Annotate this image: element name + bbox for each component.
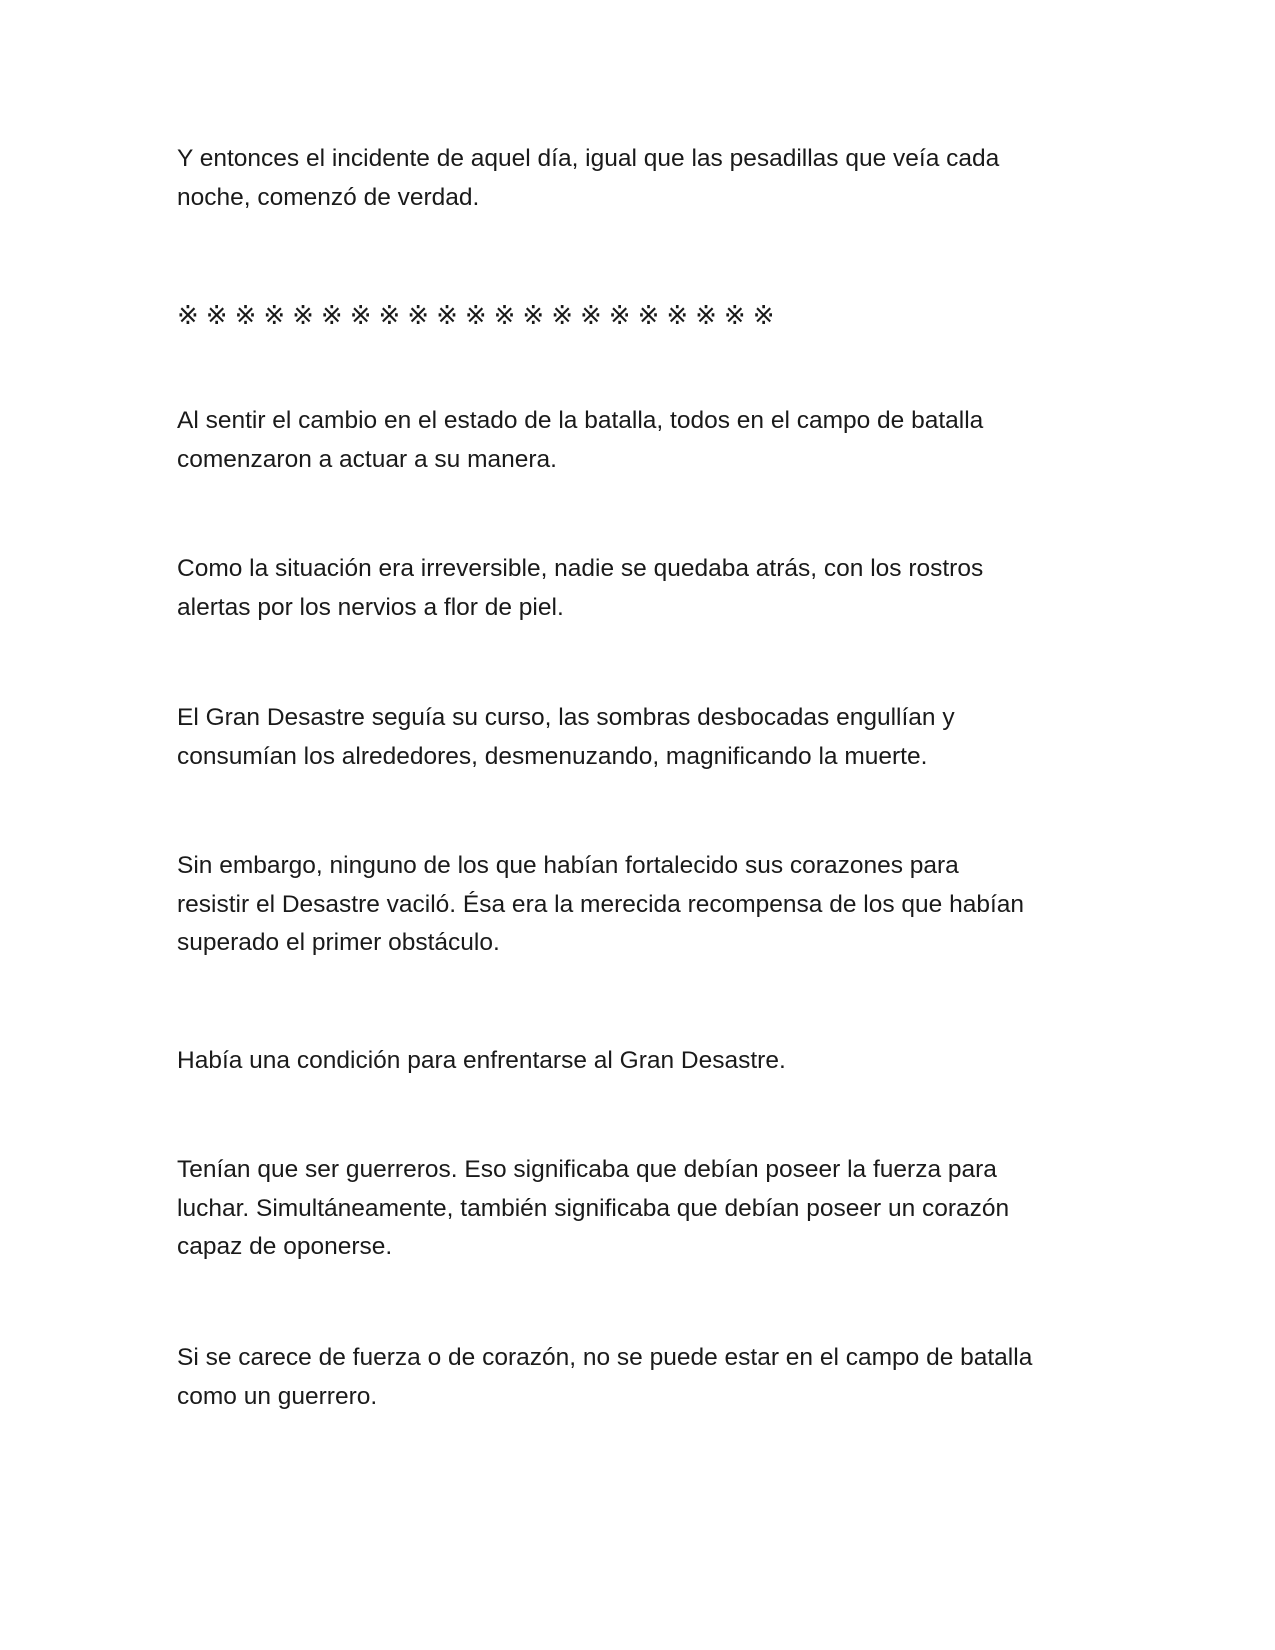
paragraph-4 xyxy=(177,699,1107,776)
paragraph-line: noche, comenzó de verdad. xyxy=(177,183,480,211)
paragraph-8 xyxy=(177,1339,1107,1416)
paragraph-line: Y entonces el incidente de aquel día, igual que las pesadillas que veía cada xyxy=(177,145,1000,172)
paragraph-7 xyxy=(177,1151,1107,1267)
paragraph-6 xyxy=(177,1042,1107,1081)
paragraph-line: resistir el Desastre vaciló. Ésa era la merecida recompensa de los que habían xyxy=(177,890,1025,918)
paragraph-1 xyxy=(177,140,1107,217)
paragraph-line: como un guerrero. xyxy=(177,1382,378,1410)
paragraph-line: Había una condición para enfrentarse al Gran Desastre. xyxy=(177,1047,786,1074)
paragraph-line: superado el primer obstáculo. xyxy=(177,929,500,956)
paragraph-line: alertas por los nervios a flor de piel. xyxy=(177,593,564,621)
paragraph-2 xyxy=(177,402,1107,479)
paragraph-line: Si se carece de fuerza o de corazón, no se puede estar en el campo de batalla xyxy=(177,1344,1033,1371)
paragraph-line: Como la situación era irreversible, nadie se quedaba atrás, con los rostros xyxy=(177,555,984,582)
paragraph-line: El Gran Desastre seguía su curso, las sombras desbocadas engullían y xyxy=(177,704,955,731)
paragraph-line: capaz de oponerse. xyxy=(177,1233,393,1260)
scene-break-separator: ※※※※※※※※※※※※※※※※※※※※※ xyxy=(177,301,782,331)
paragraph-5 xyxy=(177,847,1107,963)
paragraph-line: luchar. Simultáneamente, también significaba que debían poseer un corazón xyxy=(177,1194,1010,1222)
paragraph-line: Tenían que ser guerreros. Eso significaba que debían poseer la fuerza para xyxy=(177,1156,997,1183)
paragraph-line: comenzaron a actuar a su manera. xyxy=(177,445,557,473)
paragraph-line: consumían los alrededores, desmenuzando, magnificando la muerte. xyxy=(177,742,928,770)
paragraph-line: Al sentir el cambio en el estado de la batalla, todos en el campo de batalla xyxy=(177,407,984,434)
paragraph-3 xyxy=(177,550,1107,627)
paragraph-line: Sin embargo, ninguno de los que habían fortalecido sus corazones para xyxy=(177,852,959,879)
